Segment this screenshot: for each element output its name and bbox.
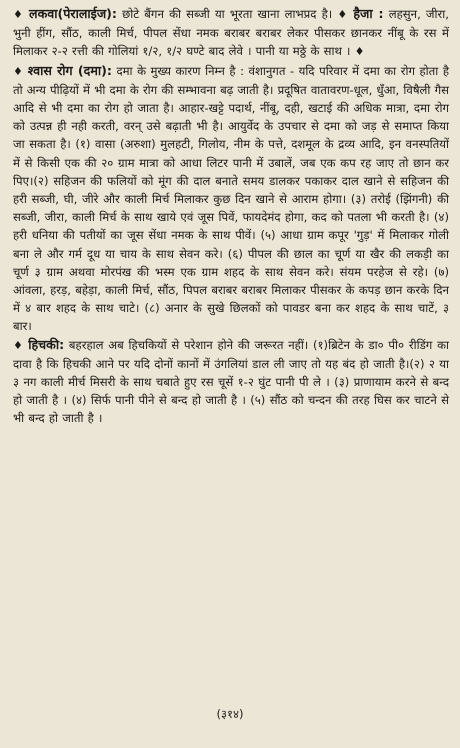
- bullet-icon: ♦: [337, 8, 349, 21]
- section-heading: हैजा :: [353, 6, 384, 21]
- section-body: दमा के मुख्य कारण निम्न है : वंशानुगत - यदि परिवार में दमा का रोग होता है तो अन्य पीढ़ियों में भी दमा के रोग की सम्भावना बढ़ जाती है। प्रदूषित वातावरण-धूल, धुँआ, विषैली गैस आदि से भी दमा का रोग हो जाता है। आहार-खट्टे पदार्थ, नींबू, दही, खटाई की अधिक मात्रा, दमा रोग को उत्पन्न ही नही करती, वरन् उसे बढ़ाती भी है। आयुर्वेद के उपचार से दमा को जड़ से समाप्त किया जा सकता है। (१) वासा (अरुशा) मुलहटी, गिलोय, नीम के पत्ते, दशमूल के द्रव्य आदि, इन वनस्पतियों में से किसी एक की २० ग्राम मात्रा को आधा लिटर पानी में उबालें, जब एक कप रह जाए तो छान कर पिए।(२) सहिजन की फलियों को मूंग की दाल बनाते समय डालकर पकाकर दाल खाने से सहिजन की हरी सब्जी, घी, जीरे और काली मिर्च मिलाकर कुछ दिन खाने से आराम होगा। (३) तरोई (झिंगनी) की सब्जी, जीरा, काली मिर्च के साथ खाये एवं जूस पिवें, फायदेमंद होगा, कद को पतला भी करती है। (४) हरी धनिया की पतीयों का जूस सेंधा नमक के साथ पीवें। (५) आधा ग्राम कपूर 'गुड़' में मिलाकर गोली बना ले और गर्म दूध या चाय के साथ सेवन करे। (६) पीपल की छाल का चूर्ण या खैर की लकड़ी का चूर्ण ३ ग्राम अथवा मोरपंख की भस्म एक ग्राम शहद के साथ सेवन करे। संयम परहेज से रहे। (७) आंवला, हरड़, बहेड़ा, काली मिर्च, सौंठ, पिपल बराबर बराबर मिलाकर पीसकर के कपड़ छान करके दिन में ४ बार शहद के साथ चाटे। (८) अनार के सुखे छिलकों को पावडर बना कर शहद के साथ चाटें, ३ बार।: [13, 63, 449, 334]
- bullet-icon: ♦: [354, 45, 365, 59]
- section-heading: हिचकी:: [28, 336, 65, 352]
- section-heading: श्वास रोग (दमा):: [27, 62, 112, 78]
- section-body: छोटे बैंगन की सब्जी या भूरता खाना लाभप्रद है।: [116, 7, 338, 21]
- bullet-icon: ♦: [13, 64, 24, 78]
- page-number: (३१४): [216, 707, 244, 721]
- section-body: बहरहाल अब हिचकियों से परेशान होने की जरूरत नहीं। (१)ब्रिटेन के डा० पी० रीडिंग का दावा है कि हिचकी आने पर यदि दोनों कानों में उंगलियां डाल ली जाए तो यह बंद हो जाती है।(२) २ या ३ नग काली मीर्च मिसरी के साथ चबाते हुए रस चूसें १-२ घुंट पानी पी ले । (३) प्राणायाम करने से बन्द हो जाती है । (४) सिर्फ पानी पीने से बन्द हो जाती है । (५) सौंठ को चन्दन की तरह घिस कर चाटने से भी बन्द हो जाती है ।: [13, 337, 449, 426]
- section-asthma: [13, 62, 449, 336]
- bullet-icon: ♦: [13, 8, 24, 21]
- section-body: लहसुन, जीरा, भुनी हींग, सौंठ, काली मिर्च, पीपल सेंधा नमक बराबर बराबर लेकर पीसकर छानकर नींबू के रस में मिलाकर २-२ रत्ती की गोलियां १/२, १/२ घण्टे बाद लेवे । पानी या मठ्ठे के साथ ।: [13, 7, 449, 59]
- section-heading: लकवा(पेरालाईज):: [29, 6, 117, 21]
- bullet-icon: ♦: [13, 338, 24, 352]
- section-hiccup: [13, 336, 449, 428]
- section-paralysis: [13, 5, 449, 62]
